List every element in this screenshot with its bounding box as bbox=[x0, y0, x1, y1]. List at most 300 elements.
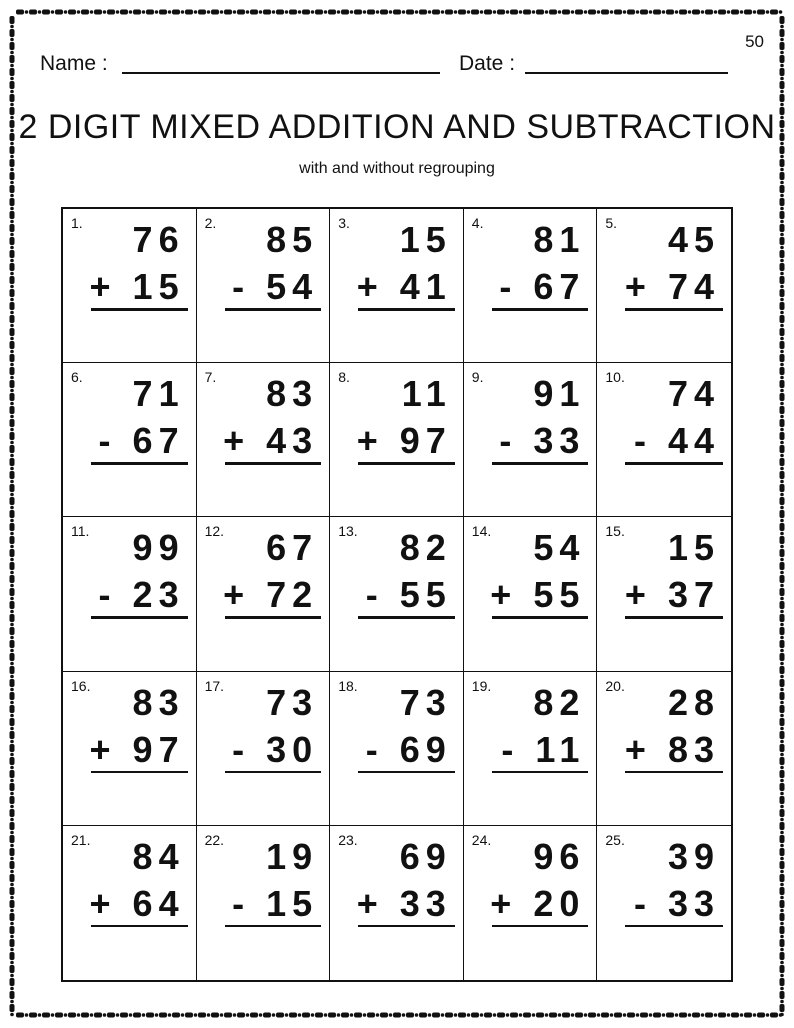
border-dash bbox=[81, 1013, 89, 1018]
border-dash bbox=[780, 16, 785, 24]
problem-cell[interactable] bbox=[464, 826, 598, 980]
date-label: Date : bbox=[459, 52, 516, 75]
border-dot bbox=[740, 10, 744, 14]
border-dash bbox=[10, 211, 15, 219]
border-dot bbox=[51, 10, 55, 14]
border-dash bbox=[614, 10, 622, 15]
border-dot bbox=[10, 545, 14, 549]
border-dot bbox=[780, 818, 784, 822]
bottom-operand-row bbox=[99, 574, 185, 616]
border-dot bbox=[780, 883, 784, 887]
border-dash bbox=[380, 10, 388, 15]
border-dash bbox=[406, 1013, 414, 1018]
border-dash bbox=[780, 406, 785, 414]
border-dash bbox=[237, 10, 245, 15]
problem-cell[interactable] bbox=[597, 209, 731, 363]
bottom-operand-row bbox=[366, 729, 452, 771]
border-dash bbox=[10, 29, 15, 37]
answer-line bbox=[358, 308, 455, 311]
border-dot bbox=[780, 272, 784, 276]
bottom-operand-row bbox=[232, 266, 318, 308]
border-dot bbox=[467, 1013, 471, 1017]
problem-cell[interactable] bbox=[464, 209, 598, 363]
border-dot bbox=[10, 207, 14, 211]
border-dash bbox=[10, 770, 15, 778]
bottom-operand-row bbox=[99, 420, 185, 462]
border-dash bbox=[133, 10, 141, 15]
bottom-operand: 97 bbox=[132, 728, 185, 770]
border-dot bbox=[129, 1013, 133, 1017]
border-dash bbox=[432, 10, 440, 15]
operator-sign: - bbox=[501, 728, 520, 770]
border-dash bbox=[10, 562, 15, 570]
answer-line bbox=[225, 616, 322, 619]
border-dash bbox=[289, 1013, 297, 1018]
border-dot bbox=[780, 649, 784, 653]
operator-sign: + bbox=[356, 882, 384, 924]
border-dash bbox=[666, 1013, 674, 1018]
bottom-operand: 33 bbox=[667, 882, 720, 924]
border-dash bbox=[10, 380, 15, 388]
border-dash bbox=[393, 1013, 401, 1018]
border-dot bbox=[10, 376, 14, 380]
border-dash bbox=[640, 1013, 648, 1018]
border-dot bbox=[506, 1013, 510, 1017]
top-operand: 82 bbox=[399, 527, 452, 569]
answer-line bbox=[225, 462, 322, 465]
worksheet-title: 2 DIGIT MIXED ADDITION AND SUBTRACTION bbox=[18, 108, 776, 146]
border-dash bbox=[10, 978, 15, 986]
border-dot bbox=[10, 402, 14, 406]
border-dash bbox=[780, 146, 785, 154]
problem-cell[interactable] bbox=[464, 517, 598, 671]
border-dot bbox=[779, 10, 783, 14]
border-dash bbox=[10, 939, 15, 947]
border-dot bbox=[10, 896, 14, 900]
border-dot bbox=[10, 324, 14, 328]
border-dot bbox=[623, 1013, 627, 1017]
bottom-operand-row bbox=[625, 729, 720, 771]
border-dash bbox=[536, 1013, 544, 1018]
border-dash bbox=[10, 796, 15, 804]
border-dot bbox=[10, 766, 14, 770]
border-dash bbox=[780, 354, 785, 362]
border-dot bbox=[194, 10, 198, 14]
border-dash bbox=[10, 185, 15, 193]
border-dash bbox=[458, 10, 466, 15]
border-dot bbox=[415, 1013, 419, 1017]
border-dot bbox=[688, 10, 692, 14]
operator-sign: + bbox=[356, 420, 384, 462]
border-dash bbox=[185, 1013, 193, 1018]
border-dot bbox=[10, 753, 14, 757]
problem-cell[interactable] bbox=[597, 826, 731, 980]
operator-sign: + bbox=[624, 266, 652, 307]
border-dash bbox=[10, 315, 15, 323]
border-dot bbox=[780, 571, 784, 575]
border-dash bbox=[780, 471, 785, 479]
border-dash bbox=[10, 549, 15, 557]
border-dash bbox=[780, 965, 785, 973]
border-dash bbox=[10, 94, 15, 102]
problem-cell[interactable] bbox=[63, 517, 197, 671]
border-dash bbox=[224, 1013, 232, 1018]
answer-line bbox=[91, 308, 188, 311]
border-dash bbox=[10, 484, 15, 492]
border-dot bbox=[10, 532, 14, 536]
border-dash bbox=[780, 224, 785, 232]
border-dash bbox=[640, 10, 648, 15]
border-dot bbox=[610, 10, 614, 14]
border-dash bbox=[55, 10, 63, 15]
border-dot bbox=[220, 1013, 224, 1017]
problem-cell[interactable] bbox=[63, 209, 197, 363]
border-dash bbox=[159, 10, 167, 15]
border-dot bbox=[233, 1013, 237, 1017]
border-dot bbox=[727, 1013, 731, 1017]
border-dash bbox=[10, 276, 15, 284]
border-dash bbox=[419, 1013, 427, 1018]
border-dot bbox=[10, 805, 14, 809]
border-dash bbox=[780, 510, 785, 518]
border-dash bbox=[471, 1013, 479, 1018]
border-dash bbox=[549, 10, 557, 15]
border-dash bbox=[276, 10, 284, 15]
border-dash bbox=[780, 484, 785, 492]
problem-cell[interactable] bbox=[330, 363, 464, 517]
border-dash bbox=[780, 198, 785, 206]
border-dot bbox=[649, 1013, 653, 1017]
border-dash bbox=[627, 1013, 635, 1018]
problem-number: 12. bbox=[204, 523, 225, 540]
answer-line bbox=[358, 616, 455, 619]
border-dash bbox=[780, 211, 785, 219]
border-dot bbox=[610, 1013, 614, 1017]
answer-line bbox=[492, 771, 589, 774]
border-dash bbox=[780, 523, 785, 531]
border-dot bbox=[10, 480, 14, 484]
bottom-operand: 64 bbox=[132, 882, 185, 924]
border-dash bbox=[484, 10, 492, 15]
border-dash bbox=[692, 1013, 700, 1018]
border-dash bbox=[780, 315, 785, 323]
border-dash bbox=[10, 250, 15, 258]
problem-cell[interactable] bbox=[464, 672, 598, 826]
border-dot bbox=[10, 1000, 14, 1004]
border-dot bbox=[780, 974, 784, 978]
top-operand: 74 bbox=[667, 373, 720, 415]
border-dash bbox=[653, 1013, 661, 1018]
problem-cell[interactable] bbox=[330, 517, 464, 671]
border-dash bbox=[16, 10, 24, 15]
problem-number: 3. bbox=[338, 215, 350, 231]
border-dash bbox=[42, 1013, 50, 1018]
border-dot bbox=[780, 441, 784, 445]
border-dot bbox=[10, 584, 14, 588]
border-dot bbox=[441, 10, 445, 14]
border-dash bbox=[211, 10, 219, 15]
border-dot bbox=[64, 1013, 68, 1017]
border-dash bbox=[10, 406, 15, 414]
border-dash bbox=[10, 913, 15, 921]
answer-line bbox=[91, 771, 188, 774]
border-dot bbox=[64, 10, 68, 14]
border-dot bbox=[77, 10, 81, 14]
border-dot bbox=[780, 779, 784, 783]
border-dash bbox=[780, 822, 785, 830]
border-dot bbox=[181, 10, 185, 14]
border-dash bbox=[780, 640, 785, 648]
bottom-operand: 37 bbox=[667, 574, 720, 616]
bottom-operand-row bbox=[634, 420, 720, 462]
border-dot bbox=[10, 831, 14, 835]
operator-sign: - bbox=[365, 728, 384, 770]
problem-cell[interactable] bbox=[197, 517, 331, 671]
border-dash bbox=[780, 744, 785, 752]
border-dash bbox=[510, 10, 518, 15]
border-dot bbox=[780, 493, 784, 497]
name-field-line[interactable] bbox=[122, 72, 440, 74]
border-dot bbox=[10, 675, 14, 679]
problem-cell[interactable] bbox=[464, 363, 598, 517]
border-dash bbox=[10, 341, 15, 349]
border-dot bbox=[780, 233, 784, 237]
operator-sign: - bbox=[633, 420, 652, 462]
border-dot bbox=[780, 467, 784, 471]
problem-cell[interactable] bbox=[63, 672, 197, 826]
border-dot bbox=[10, 233, 14, 237]
border-dash bbox=[770, 1013, 778, 1018]
border-dash bbox=[198, 1013, 206, 1018]
problem-cell[interactable] bbox=[597, 517, 731, 671]
border-dash bbox=[10, 536, 15, 544]
problem-cell[interactable] bbox=[330, 672, 464, 826]
border-dash bbox=[10, 445, 15, 453]
border-dash bbox=[588, 1013, 596, 1018]
border-dash bbox=[224, 10, 232, 15]
border-dash bbox=[172, 1013, 180, 1018]
bottom-operand: 20 bbox=[533, 882, 586, 924]
problem-cell[interactable] bbox=[63, 363, 197, 517]
border-dot bbox=[10, 883, 14, 887]
border-dot bbox=[116, 1013, 120, 1017]
operator-sign: + bbox=[89, 266, 117, 307]
border-dash bbox=[780, 679, 785, 687]
border-dot bbox=[780, 948, 784, 952]
border-dash bbox=[10, 705, 15, 713]
bottom-operand: 41 bbox=[399, 266, 452, 307]
border-dash bbox=[10, 822, 15, 830]
bottom-operand: 44 bbox=[667, 420, 720, 462]
border-dash bbox=[575, 10, 583, 15]
border-dot bbox=[780, 753, 784, 757]
border-dot bbox=[454, 10, 458, 14]
border-dot bbox=[116, 10, 120, 14]
border-dash bbox=[523, 10, 531, 15]
problem-cell[interactable] bbox=[197, 826, 331, 980]
border-dash bbox=[341, 1013, 349, 1018]
border-dot bbox=[753, 1013, 757, 1017]
border-dot bbox=[207, 1013, 211, 1017]
border-dash bbox=[780, 81, 785, 89]
problem-cell[interactable] bbox=[330, 209, 464, 363]
problem-number: 5. bbox=[605, 215, 618, 231]
border-dot bbox=[402, 10, 406, 14]
top-operand: 82 bbox=[533, 681, 586, 723]
border-dash bbox=[10, 575, 15, 583]
border-dot bbox=[10, 428, 14, 432]
page-number: 50 bbox=[745, 32, 764, 51]
border-dot bbox=[675, 10, 679, 14]
border-dash bbox=[211, 1013, 219, 1018]
border-dot bbox=[363, 10, 367, 14]
bottom-operand: 69 bbox=[399, 728, 452, 770]
problem-cell[interactable] bbox=[63, 826, 197, 980]
problem-cell[interactable] bbox=[330, 826, 464, 980]
border-dot bbox=[506, 10, 510, 14]
border-dash bbox=[302, 1013, 310, 1018]
border-dash bbox=[393, 10, 401, 15]
border-dot bbox=[780, 688, 784, 692]
border-dot bbox=[519, 10, 523, 14]
border-dash bbox=[780, 666, 785, 674]
border-dash bbox=[523, 1013, 531, 1018]
top-operand: 54 bbox=[533, 527, 586, 569]
border-dash bbox=[406, 10, 414, 15]
border-dash bbox=[354, 10, 362, 15]
border-dot bbox=[10, 597, 14, 601]
border-dot bbox=[10, 467, 14, 471]
operator-sign: + bbox=[89, 728, 117, 770]
border-dash bbox=[780, 705, 785, 713]
border-dot bbox=[10, 558, 14, 562]
border-dot bbox=[10, 272, 14, 276]
problem-number: 1. bbox=[71, 215, 83, 231]
border-dash bbox=[10, 497, 15, 505]
border-dash bbox=[780, 289, 785, 297]
bottom-operand-row bbox=[232, 883, 318, 925]
border-dot bbox=[10, 311, 14, 315]
border-dash bbox=[81, 10, 89, 15]
border-dash bbox=[471, 10, 479, 15]
border-dot bbox=[780, 350, 784, 354]
border-dash bbox=[10, 55, 15, 63]
border-dot bbox=[780, 1013, 784, 1017]
border-dash bbox=[354, 1013, 362, 1018]
border-dash bbox=[780, 731, 785, 739]
problem-cell[interactable] bbox=[197, 209, 331, 363]
border-dash bbox=[780, 887, 785, 895]
problem-cell[interactable] bbox=[197, 363, 331, 517]
border-dot bbox=[532, 10, 536, 14]
bottom-operand-row bbox=[90, 729, 185, 771]
bottom-operand-row bbox=[90, 883, 185, 925]
border-dot bbox=[246, 1013, 250, 1017]
border-dash bbox=[10, 861, 15, 869]
top-operand: 45 bbox=[667, 219, 720, 260]
border-dot bbox=[129, 10, 133, 14]
border-dot bbox=[480, 10, 484, 14]
border-dash bbox=[16, 1013, 24, 1018]
problem-cell[interactable] bbox=[597, 672, 731, 826]
border-dot bbox=[259, 1013, 263, 1017]
border-dash bbox=[679, 1013, 687, 1018]
border-dot bbox=[766, 10, 770, 14]
border-dash bbox=[68, 10, 76, 15]
border-dot bbox=[168, 1013, 172, 1017]
border-dot bbox=[10, 662, 14, 666]
operator-sign: - bbox=[365, 574, 384, 616]
border-dash bbox=[780, 276, 785, 284]
bottom-operand: 15 bbox=[266, 882, 319, 924]
border-dot bbox=[780, 155, 784, 159]
border-dot bbox=[467, 10, 471, 14]
border-dash bbox=[780, 393, 785, 401]
operator-sign: - bbox=[98, 574, 117, 616]
border-dot bbox=[780, 363, 784, 367]
border-dot bbox=[350, 10, 354, 14]
border-dot bbox=[780, 25, 784, 29]
border-dash bbox=[627, 10, 635, 15]
border-dot bbox=[780, 77, 784, 81]
answer-line bbox=[625, 308, 723, 311]
border-dot bbox=[10, 350, 14, 354]
border-dot bbox=[780, 675, 784, 679]
border-dash bbox=[107, 1013, 115, 1018]
date-field-line[interactable] bbox=[525, 72, 728, 74]
border-dot bbox=[493, 10, 497, 14]
border-dash bbox=[367, 1013, 375, 1018]
border-dash bbox=[10, 718, 15, 726]
border-dash bbox=[10, 614, 15, 622]
top-operand: 99 bbox=[132, 527, 185, 569]
bottom-operand-row bbox=[90, 266, 185, 308]
border-dot bbox=[780, 181, 784, 185]
border-dash bbox=[780, 250, 785, 258]
border-dash bbox=[780, 55, 785, 63]
border-dash bbox=[780, 341, 785, 349]
border-dash bbox=[10, 783, 15, 791]
border-dash bbox=[458, 1013, 466, 1018]
border-dot bbox=[780, 194, 784, 198]
problem-cell[interactable] bbox=[197, 672, 331, 826]
border-dash bbox=[575, 1013, 583, 1018]
border-dash bbox=[419, 10, 427, 15]
border-dot bbox=[103, 1013, 107, 1017]
border-dash bbox=[780, 978, 785, 986]
border-dash bbox=[10, 198, 15, 206]
problem-cell[interactable] bbox=[597, 363, 731, 517]
border-dot bbox=[298, 10, 302, 14]
border-dash bbox=[10, 302, 15, 310]
border-dash bbox=[780, 614, 785, 622]
border-dot bbox=[558, 1013, 562, 1017]
problem-number: 15. bbox=[605, 523, 625, 540]
border-dash bbox=[10, 666, 15, 674]
border-dot bbox=[558, 10, 562, 14]
border-dash bbox=[10, 224, 15, 232]
border-dash bbox=[10, 263, 15, 271]
border-dot bbox=[780, 727, 784, 731]
answer-line bbox=[492, 925, 589, 928]
answer-line bbox=[91, 925, 188, 928]
answer-line bbox=[492, 616, 589, 619]
bottom-operand: 33 bbox=[533, 420, 586, 462]
border-dot bbox=[780, 324, 784, 328]
border-dash bbox=[10, 952, 15, 960]
operator-sign: - bbox=[232, 266, 251, 307]
border-dot bbox=[780, 623, 784, 627]
